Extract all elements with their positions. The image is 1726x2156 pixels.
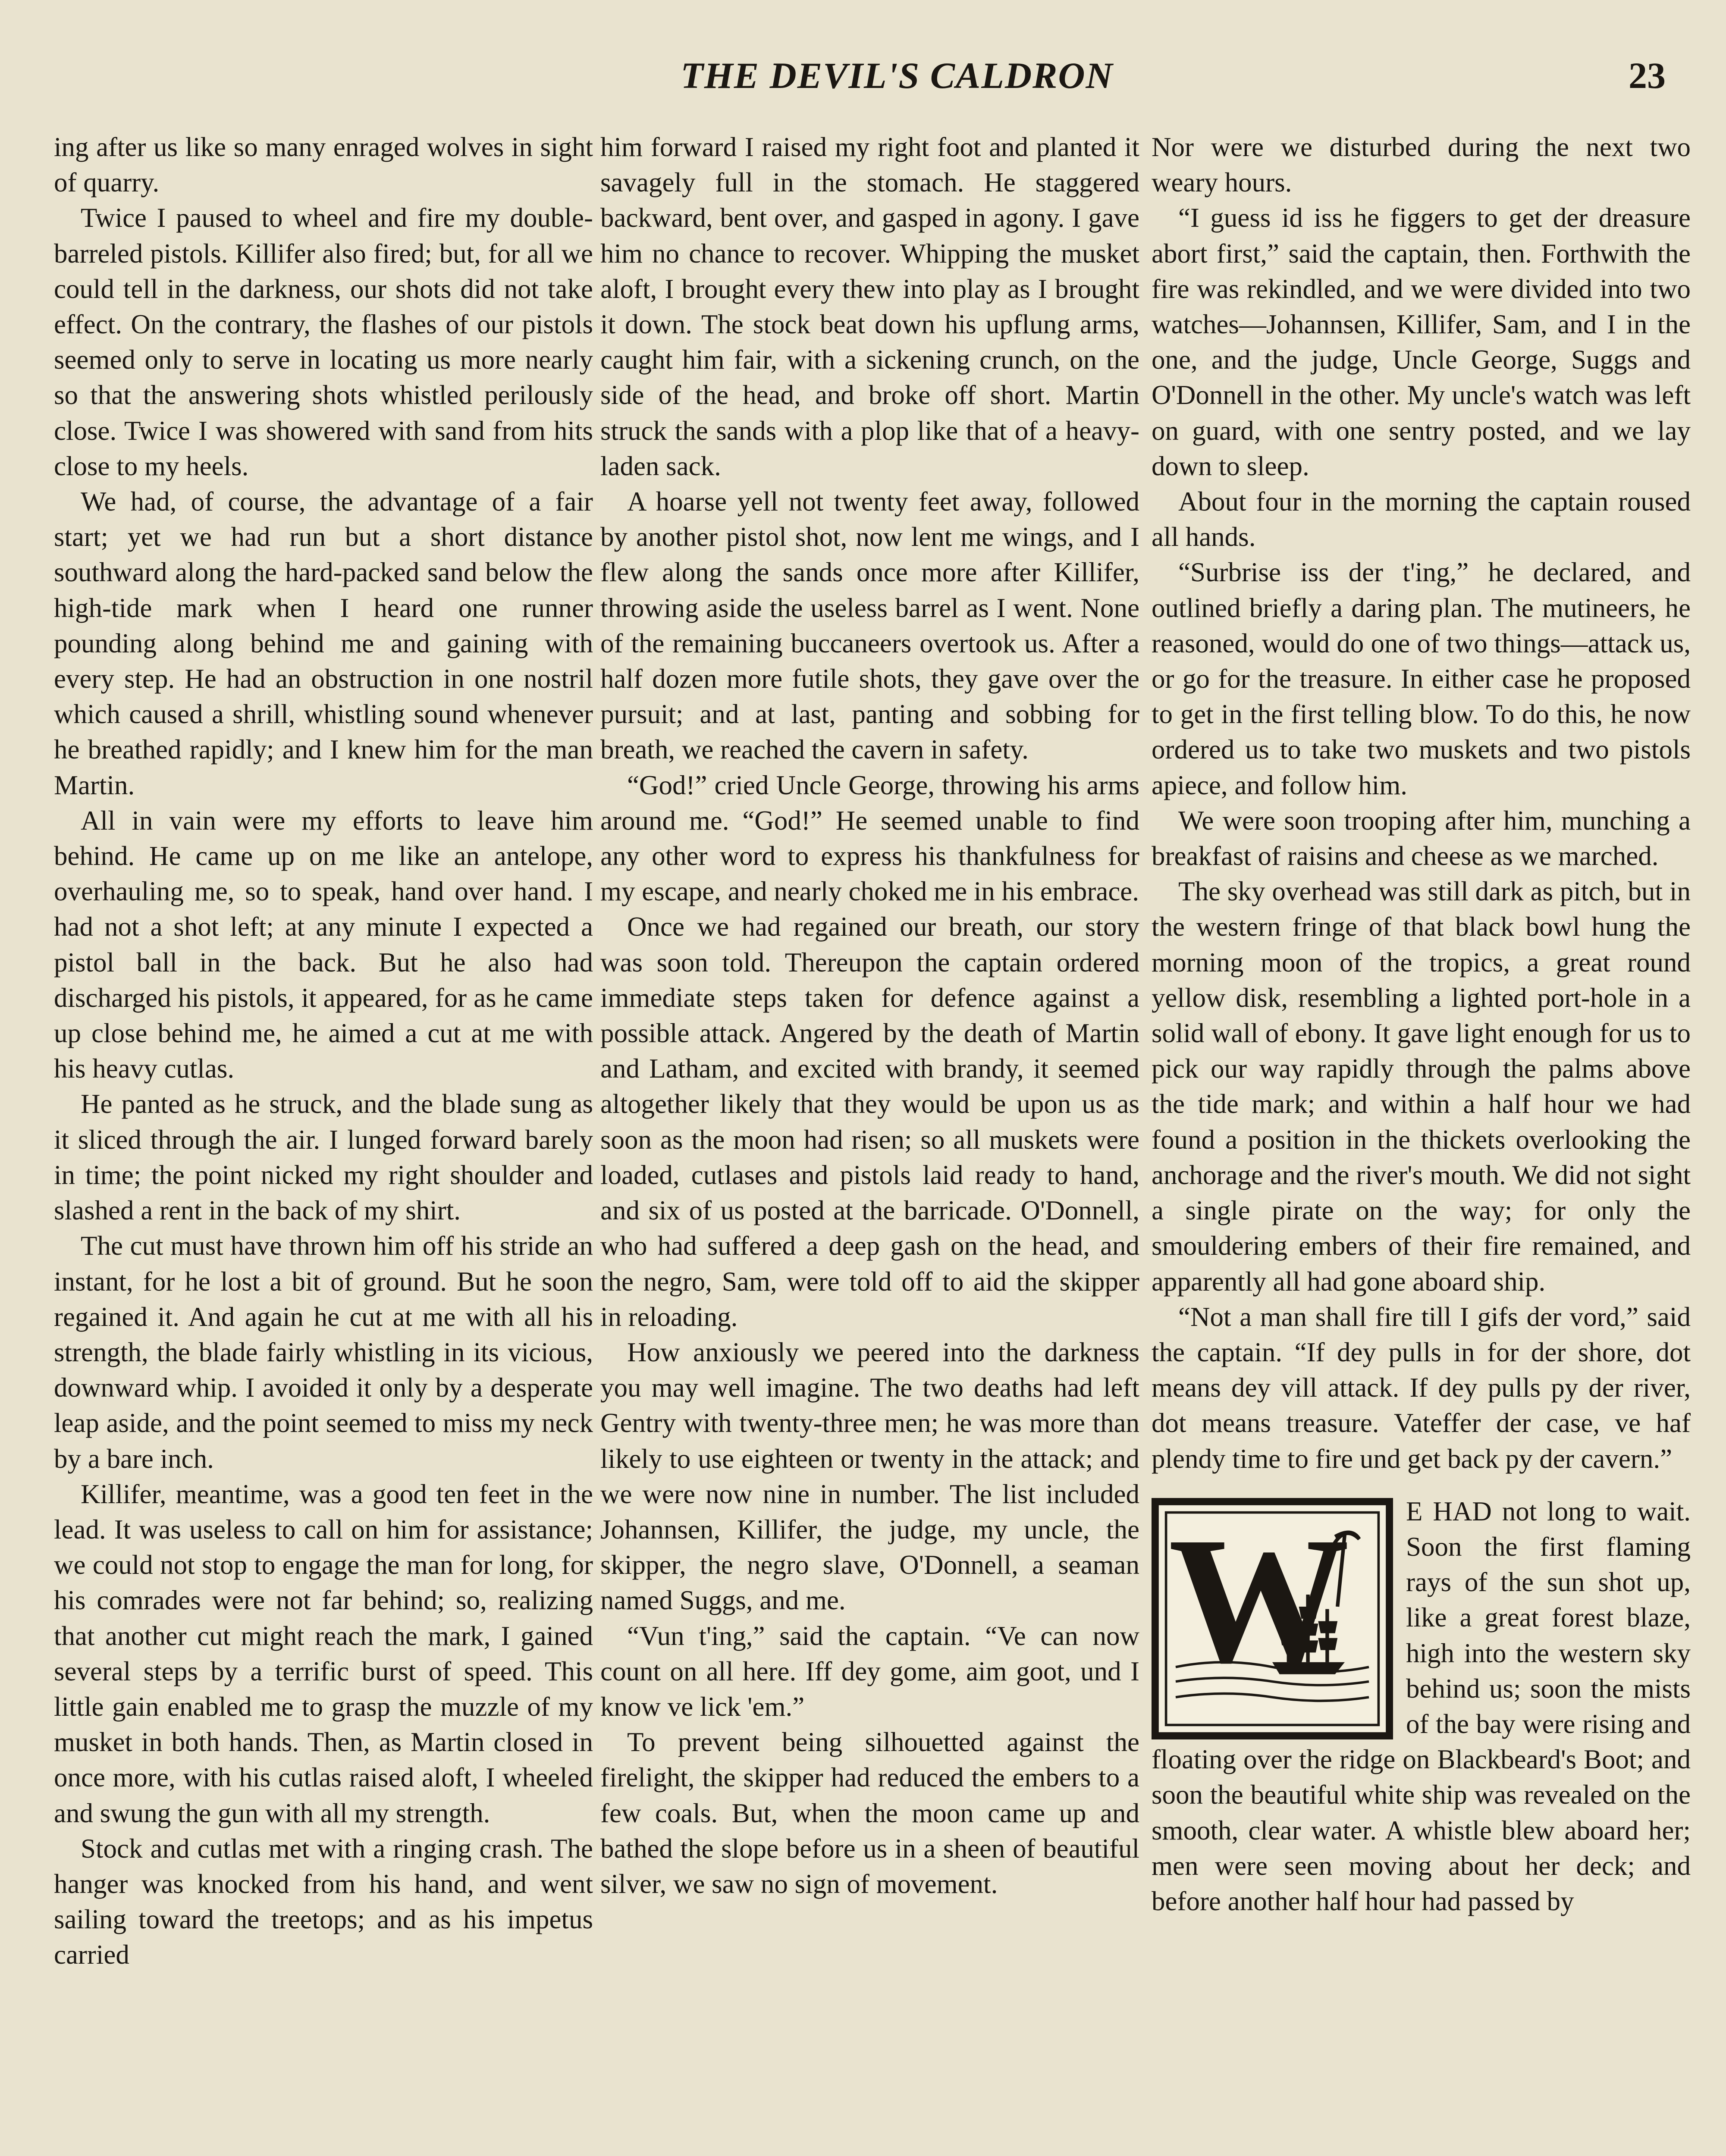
paragraph: The cut must have thrown him off his stride an instant, for he lost a bit of ground. But he soon regained it. And again he cut at me with all his strength, the blade fairly whistling in its vicious, downward whip. I avoided it only by a desperate leap aside, and the point seemed to miss my neck by a bare inch. <box>54 1231 593 1474</box>
drop-cap-letter: W <box>1168 1499 1350 1700</box>
paragraph: “Surbrise iss der t'ing,” he declared, and outlined briefly a daring plan. The mutineers, he reasoned, would do one of two things—attack us, or go for the treasure. In either case he proposed to get in the first telling blow. To do this, he now ordered us to take two muskets and two pistols apiece, and follow him. <box>1152 557 1691 800</box>
paragraph: Once we had regained our breath, our story was soon told. Thereupon the captain ordered immediate steps taken for defence against a possible attack. Angered by the death of Martin and Latham, and excited with brandy, it seemed altogether likely that they would be upon us as soon as the moon had risen; so all muskets were loaded, cutlases and pistols laid ready to hand, and six of us posted at the barricade. O'Donnell, who had suffered a deep gash on the head, and the negro, Sam, were told off to aid the skipper in reloading. <box>600 912 1139 1332</box>
text-column-2 <box>600 129 1139 1902</box>
paragraph: We had, of course, the advantage of a fair start; yet we had run but a short distance southward along the hard-packed sand below the high-tide mark when I heard one runner pounding along behind me and gaining with every step. He had an obstruction in one nostril which caused a shrill, whistling sound whenever he breathed rapidly; and I knew him for the man Martin. <box>54 486 593 800</box>
page-number: 23 <box>1629 55 1666 96</box>
paragraph: We were soon trooping after him, munching a breakfast of raisins and cheese as we marched. <box>1152 805 1691 871</box>
paragraph: Killifer, meantime, was a good ten feet in the lead. It was useless to call on him for assistance; we could not stop to engage the man for long, for his comrades were not far behind; so, realizing that another cut might reach the mark, I gained several steps by a terrific burst of speed. This little gain enabled me to grasp the muzzle of my musket in both hands. Then, as Martin closed in once more, with his cutlas raised aloft, I wheeled and swung the gun with all my strength. <box>54 1479 593 1828</box>
paragraph: Twice I paused to wheel and fire my double-barreled pistols. Killifer also fired; but, for all we could tell in the darkness, our shots did not take effect. On the contrary, the flashes of our pistols seemed only to serve in locating us more nearly so that the answering shots whistled perilously close. Twice I was showered with sand from hits close to my heels. <box>54 203 593 481</box>
paragraph: ing after us like so many enraged wolves in sight of quarry. <box>54 132 593 198</box>
illustrated-drop-cap <box>1152 1498 1393 1739</box>
ship-scene-icon <box>1152 1498 1393 1739</box>
section-gap <box>1152 1476 1691 1494</box>
paragraph: “Vun t'ing,” said the captain. “Ve can now count on all here. Iff dey gome, aim goot, und I know ve lick 'em.” <box>600 1620 1139 1722</box>
paragraph: “I guess id iss he figgers to get der dreasure abort first,” said the captain, then. Forthwith the fire was rekindled, and we were divided into two watches—Johannsen, Killifer, Sam, and I in the one, and the judge, Uncle George, Suggs and O'Donnell in the other. My uncle's watch was left on guard, with one sentry posted, and we lay down to sleep. <box>1152 203 1691 481</box>
paragraph: The sky overhead was still dark as pitch, but in the western fringe of that black bowl hung the morning moon of the tropics, a great round yellow disk, resembling a lighted port-hole in a solid wall of ebony. It gave light enough for us to pick our way rapidly through the palms above the tide mark; and within a half hour we had found a position in the thickets overlooking the anchorage and the river's mouth. We did not sight a single pirate on the way; for only the smouldering embers of their fire remained, and apparently all had gone aboard ship. <box>1152 876 1691 1297</box>
paragraph: Stock and cutlas met with a ringing crash. The hanger was knocked from his hand, and went sailing toward the treetops; and as his impetus carried <box>54 1833 593 1970</box>
paragraph: To prevent being silhouetted against the firelight, the skipper had reduced the embers to a few coals. But, when the moon came up and bathed the slope before us in a sheen of beautiful silver, we saw no sign of movement. <box>600 1727 1139 1899</box>
paragraph: Nor were we disturbed during the next two weary hours. <box>1152 132 1691 198</box>
paragraph: He panted as he struck, and the blade sung as it sliced through the air. I lunged forward barely in time; the point nicked my right shoulder and slashed a rent in the back of my shirt. <box>54 1089 593 1226</box>
running-title: THE DEVIL'S CALDRON <box>681 55 1114 96</box>
paragraph: All in vain were my efforts to leave him behind. He came up on me like an antelope, overhauling me, so to speak, hand over hand. I had not a shot left; at any minute I expected a pistol ball in the back. But he also had discharged his pistols, it appeared, for as he came up close behind me, he aimed a cut at me with his heavy cutlas. <box>54 805 593 1084</box>
text-column-1 <box>54 129 593 1973</box>
paragraph: him forward I raised my right foot and planted it savagely full in the stomach. He staggered backward, bent over, and gasped in agony. I gave him no chance to recover. Whipping the musket aloft, I brought every thew into play as I brought it down. The stock beat down his upflung arms, caught him fair, with a sickening crunch, on the side of the head, and broke off short. Martin struck the sands with a plop like that of a heavy-laden sack. <box>600 132 1139 481</box>
paragraph: A hoarse yell not twenty feet away, followed by another pistol shot, now lent me wings, and I flew along the sands once more after Killifer, throwing aside the useless barrel as I went. None of the remaining buccaneers overtook us. After a half dozen more futile shots, they gave over the pursuit; and at last, panting and sobbing for breath, we reached the cavern in safety. <box>600 486 1139 765</box>
paragraph: About four in the morning the captain roused all hands. <box>1152 486 1691 552</box>
paragraph: “Not a man shall fire till I gifs der vord,” said the captain. “If dey pulls in for der shore, dot means dey vill attack. If dey pulls py der river, dot means treasure. Vateffer der case, ve haf plendy time to fire und get back py der cavern.” <box>1152 1301 1691 1474</box>
text-column-3 <box>1152 129 1691 1919</box>
drop-cap-paragraph: E HAD not long to wait. Soon the first flaming rays of the sun shot up, like a great forest blaze, high into the western sky behind us; soon the mists of the bay were rising and floating over the ridge on Blackbeard's Boot; and soon the beautiful white ship was revealed on the smooth, clear water. A whistle blew aboard her; men were seen moving about her deck; and before another half hour had passed by <box>1152 1496 1691 1916</box>
paragraph: “God!” cried Uncle George, throwing his arms around me. “God!” He seemed unable to find any other word to express his thankfulness for my escape, and nearly choked me in his embrace. <box>600 770 1139 907</box>
paragraph: How anxiously we peered into the darkness you may well imagine. The two deaths had left Gentry with twenty-three men; he was more than likely to use eighteen or twenty in the attack; and we were now nine in number. The list included Johannsen, Killifer, the judge, my uncle, the skipper, the negro slave, O'Donnell, a seaman named Suggs, and me. <box>600 1337 1139 1616</box>
